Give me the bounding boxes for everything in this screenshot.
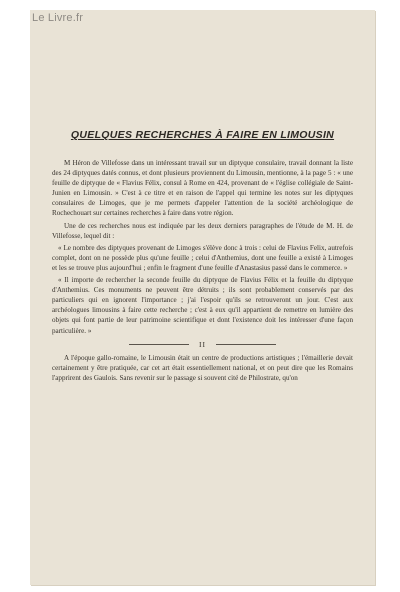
divider-rule-right <box>216 344 276 345</box>
paragraph-2: Une de ces recherches nous est indiquée par les deux derniers paragraphes de l'étude de M. H. de Villefosse, lequel dit : <box>52 221 353 240</box>
paragraph-3: « Le nombre des diptyques provenant de Limoges s'élève donc à trois : celui de Flavius Felix, autrefois complet, dont on ne possède plus qu'une feuille ; celui d'Anthemius, dont une feuille a existé à Limoges et les se trouve plus aujourd'hui ; enfin le fragment d'une feuille d'Anastasius passé dans le commerce. » <box>52 243 353 272</box>
paragraph-5: A l'époque gallo-romaine, le Limousin était un centre de productions artistiques ; l'émaillerie devait certainement y être pratiquée, car cet art était essentiellement national, et on peut dire que les Romains l'apprirent des Gaulois. Sans revenir sur le passage si souvent cité de Philostrate, qu'on <box>52 353 353 382</box>
paragraph-1: M Héron de Villefosse dans un intéressant travail sur un diptyque consulaire, travail donnant la liste des 24 diptyques datés connus, et dont plusieurs proviennent du Limousin, mentionne, à la page 5 : « une feuille de diptyque de « Flavius Félix, consul à Rome en 424, provenant de « l'église collégiale de Saint-Junien en Limousin. » C'est à ce titre et en raison de l'appel qui termine les notes sur les diptyques consulaires de Limoges, que je me permets d'appeler l'attention de la société archéologique de Rochechouart sur certaines recherches à faire dans votre région. <box>52 159 353 218</box>
section-marker: II <box>199 339 206 349</box>
section-divider <box>52 340 353 350</box>
watermark: Le Livre.fr <box>32 12 84 24</box>
document-page <box>30 10 375 585</box>
paragraph-4: « Il importe de rechercher la seconde feuille du diptyque de Flavius Félix et la feuille du diptyque d'Anthemius. Ces monuments ne peuvent être détruits ; ils sont probablement conservés par des particuliers qui en ignorent l'importance ; j'ai l'espoir qu'ils se retrouveront un jour. C'est aux archéologues limousins à faire cette recherche ; c'est à eux qu'il appartient de remettre en lumière des objets qui font partie de leur patrimoine scientifique et dont l'existence doit les intéresser d'une façon particulière. » <box>52 276 353 335</box>
divider-rule-left <box>129 344 189 345</box>
body-text <box>52 158 353 385</box>
page-title: QUELQUES RECHERCHES À FAIRE EN LIMOUSIN <box>70 129 335 141</box>
